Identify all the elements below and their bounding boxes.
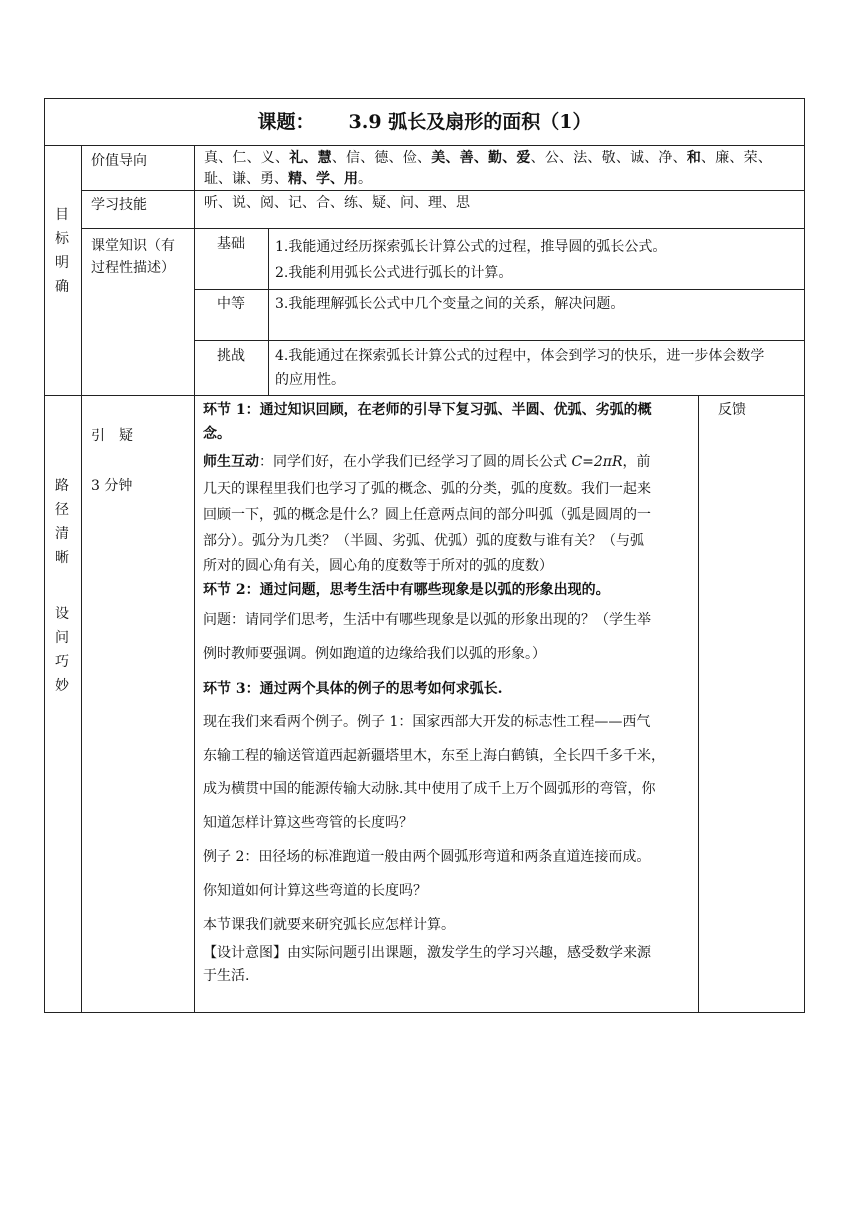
side-char: 路	[55, 478, 69, 494]
example1-line2: 东输工程的输送管道西起新疆塔里木，东至上海白鹤镇，全长四千多千米，	[203, 748, 665, 764]
level-challenge-line2: 的应用性。	[275, 372, 345, 388]
skills-text: 听、说、阅、记、合、练、疑、问、理、思	[204, 195, 470, 211]
level-basic-label: 基础	[217, 236, 245, 252]
stage-label: 引 疑	[91, 428, 133, 444]
side-char: 标	[55, 231, 69, 247]
question-line1: 问题：请同学们思考，生活中有哪些现象是以弧的形象出现的？（学生举	[203, 612, 651, 628]
design-intent-line1: 【设计意图】由实际问题引出课题，激发学生的学习兴趣，感受数学来源	[203, 945, 651, 961]
interaction-line5: 所对的圆心角有关，圆心角的度数等于所对的弧的度数）	[203, 558, 553, 574]
title-text: 3.9 弧长及扇形的面积（1）	[348, 111, 592, 133]
level-challenge-label: 挑战	[217, 348, 245, 364]
side-char: 巧	[55, 654, 69, 670]
time-label: 3 分钟	[91, 478, 133, 494]
page-title	[44, 108, 805, 136]
step1-line1: 环节 1：通过知识回顾，在老师的引导下复习弧、半圆、优弧、劣弧的概	[203, 402, 652, 418]
feedback-label: 反馈	[718, 402, 746, 418]
side-char: 目	[55, 207, 69, 223]
circumference-formula: C=2πR	[571, 454, 623, 470]
side-char: 径	[55, 502, 69, 518]
example2-line2: 你知道如何计算这些弯道的长度吗？	[203, 883, 427, 899]
step1-line2: 念。	[203, 426, 231, 442]
level-basic-line2: 2.我能利用弧长公式进行弧长的计算。	[275, 265, 513, 281]
interaction-line1: 师生互动：同学们好，在小学我们已经学习了圆的周长公式 C=2πR，前	[203, 454, 651, 470]
section2-side-label-top	[47, 474, 77, 570]
level-medium-label: 中等	[217, 296, 245, 312]
side-char: 妙	[55, 678, 69, 694]
interaction-line4: 部分）。弧分为几类？（半圆、劣弧、优弧）弧的度数与谁有关？（与弧	[203, 533, 644, 549]
level-challenge-line1: 4.我能通过在探索弧长计算公式的过程中，体会到学习的快乐，进一步体会数学	[275, 348, 765, 364]
side-char: 设	[55, 606, 69, 622]
value-guide-line1: 真、仁、义、礼、慧、信、德、俭、美、善、勤、爱、公、法、敬、诚、净、和、廉、荣、	[204, 150, 773, 166]
knowledge-label-line1: 课堂知识（有	[91, 238, 175, 254]
interaction-line3: 回顾一下，弧的概念是什么？圆上任意两点间的部分叫弧（弧是圆周的一	[203, 507, 651, 523]
level-basic-line1: 1.我能通过经历探索弧长计算公式的过程，推导圆的弧长公式。	[275, 239, 667, 255]
step3-line: 环节 3：通过两个具体的例子的思考如何求弧长.	[203, 681, 503, 697]
example1-line3: 成为横贯中国的能源传输大动脉.其中使用了成千上万个圆弧形的弯管，你	[203, 781, 656, 797]
level-medium-line1: 3.我能理解弧长公式中几个变量之间的关系，解决问题。	[275, 296, 625, 312]
study-line: 本节课我们就要来研究弧长应怎样计算。	[203, 917, 455, 933]
side-char: 清	[55, 526, 69, 542]
side-char: 问	[55, 630, 69, 646]
question-line2: 例时教师要强调。例如跑道的边缘给我们以弧的形象。）	[203, 646, 546, 662]
design-intent-line2: 于生活.	[203, 968, 250, 984]
side-char: 确	[55, 279, 69, 295]
section2-side-label-bottom	[47, 602, 77, 698]
section1-side-label	[47, 203, 77, 299]
skills-label: 学习技能	[91, 197, 147, 213]
example1-line4: 知道怎样计算这些弯管的长度吗？	[203, 815, 413, 831]
example2-line1: 例子 2：田径场的标准跑道一般由两个圆弧形弯道和两条直道连接而成。	[203, 849, 651, 865]
title-label: 课题：	[257, 111, 315, 133]
step2-line: 环节 2：通过问题，思考生活中有哪些现象是以弧的形象出现的。	[203, 582, 610, 598]
side-char: 晰	[55, 550, 69, 566]
side-char: 明	[55, 255, 69, 271]
value-guide-label: 价值导向	[91, 153, 147, 169]
interaction-line2: 几天的课程里我们也学习了弧的概念、弧的分类，弧的度数。我们一起来	[203, 481, 651, 497]
knowledge-label-line2: 过程性描述）	[91, 260, 175, 276]
value-guide-line2: 耻、谦、勇、精、学、用。	[204, 171, 372, 187]
example1-line1: 现在我们来看两个例子。例子 1：国家西部大开发的标志性工程——西气	[203, 714, 651, 730]
